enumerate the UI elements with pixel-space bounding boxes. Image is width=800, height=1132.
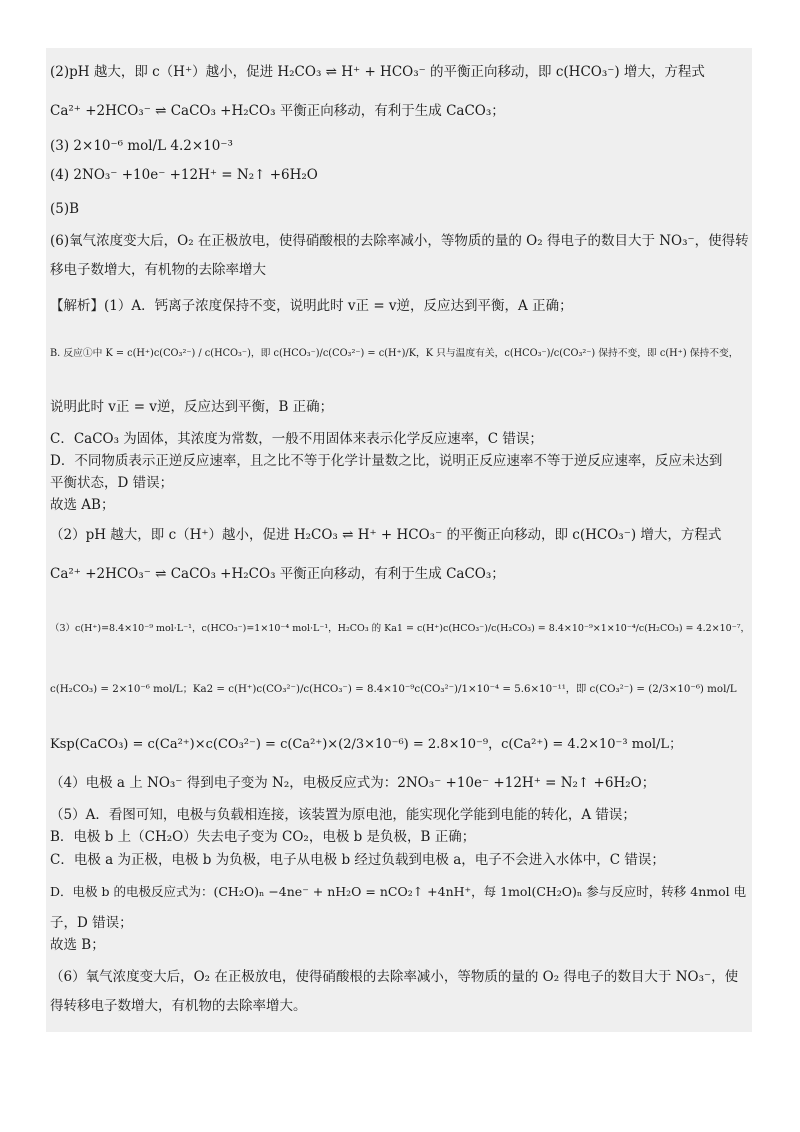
- text-line: (3) 2×10⁻⁶ mol/L 4.2×10⁻³: [50, 138, 233, 154]
- text-line: （5）A．看图可知，电极与负载相连接，该装置为原电池，能实现化学能到电能的转化，A 错误；: [50, 807, 636, 823]
- text-line: （3）c(H⁺)=8.4×10⁻⁹ mol·L⁻¹，c(HCO₃⁻)=1×10⁻⁴ mol·L⁻¹，H₂CO₃ 的 Ka1 = c(H⁺)c(HCO₃⁻)/c(H₂CO₃) = 8.4×10⁻⁹×1×10⁻⁴/c(H₂CO₃) = 4.2×10⁻⁷，: [50, 623, 751, 634]
- text-line: 子，D 错误；: [50, 915, 133, 931]
- text-line: （2）pH 越大，即 c（H⁺）越小，促进 H₂CO₃ ⇌ H⁺ + HCO₃⁻ 的平衡正向移动，即 c(HCO₃⁻) 增大，方程式: [50, 527, 722, 543]
- text-line: Ca²⁺ +2HCO₃⁻ ⇌ CaCO₃ +H₂CO₃ 平衡正向移动，有利于生成 CaCO₃；: [50, 566, 505, 582]
- text-line: Ksp(CaCO₃) = c(Ca²⁺)×c(CO₃²⁻) = c(Ca²⁺)×(2/3×10⁻⁶) = 2.8×10⁻⁹，c(Ca²⁺) = 4.2×10⁻³ mol/L；: [50, 737, 683, 752]
- text-line: (2)pH 越大，即 c（H⁺）越小，促进 H₂CO₃ ⇌ H⁺ + HCO₃⁻ 的平衡正向移动，即 c(HCO₃⁻) 增大，方程式: [50, 64, 705, 80]
- text-line: 平衡状态，D 错误；: [50, 475, 174, 491]
- text-line: c(H₂CO₃) = 2×10⁻⁶ mol/L；Ka2 = c(H⁺)c(CO₃²⁻)/c(HCO₃⁻) = 8.4×10⁻⁹c(CO₃²⁻)/1×10⁻⁴ = 5.6×10⁻¹¹，即 c(CO₃²⁻) = (2/3×10⁻⁶) mol/L: [50, 683, 737, 695]
- text-line: Ca²⁺ +2HCO₃⁻ ⇌ CaCO₃ +H₂CO₃ 平衡正向移动，有利于生成 CaCO₃；: [50, 103, 505, 119]
- text-line: (5)B: [50, 201, 80, 217]
- text-line: D．电极 b 的电极反应式为：(CH₂O)ₙ −4ne⁻ + nH₂O = nCO₂↑ +4nH⁺，每 1mol(CH₂O)ₙ 参与反应时，转移 4nmol 电: [50, 884, 747, 899]
- text-line: D．不同物质表示正逆反应速率，且之比不等于化学计量数之比，说明正反应速率不等于逆反应速率，反应未达到: [50, 453, 723, 469]
- text-line: （4）电极 a 上 NO₃⁻ 得到电子变为 N₂，电极反应式为：2NO₃⁻ +10e⁻ +12H⁺ = N₂↑ +6H₂O；: [50, 775, 656, 791]
- text-line: (6)氧气浓度变大后，O₂ 在正极放电，使得硝酸根的去除率减小，等物质的量的 O₂ 得电子的数目大于 NO₃⁻，使得转: [50, 233, 749, 249]
- text-line: 说明此时 v正 = v逆，反应达到平衡，B 正确；: [50, 399, 334, 415]
- text-line: 移电子数增大，有机物的去除率增大: [50, 262, 266, 278]
- text-line: （6）氧气浓度变大后，O₂ 在正极放电，使得硝酸根的去除率减小，等物质的量的 O₂ 得电子的数目大于 NO₃⁻，使: [50, 969, 739, 985]
- text-line: C．电极 a 为正极，电极 b 为负极，电子从电极 b 经过负载到电极 a，电子不会进入水体中，C 错误；: [50, 852, 665, 868]
- text-line: B. 反应①中 K = c(H⁺)c(CO₃²⁻) / c(HCO₃⁻)，即 c(HCO₃⁻)/c(CO₃²⁻) = c(H⁺)/K，K 只与温度有关，c(HCO₃⁻)/c(CO₃²⁻) 保持不变，即 c(H⁺) 保持不变，: [50, 348, 739, 359]
- text-line: C．CaCO₃ 为固体，其浓度为常数，一般不用固体来表示化学反应速率，C 错误；: [50, 431, 543, 447]
- text-line: B．电极 b 上（CH₂O）失去电子变为 CO₂，电极 b 是负极，B 正确；: [50, 829, 476, 845]
- text-line: 得转移电子数增大，有机物的去除率增大。: [50, 998, 307, 1014]
- text-line: (4) 2NO₃⁻ +10e⁻ +12H⁺ = N₂↑ +6H₂O: [50, 167, 318, 183]
- text-line: 【解析】(1）A．钙离子浓度保持不变，说明此时 v正 = v逆，反应达到平衡，A 正确；: [50, 298, 573, 314]
- text-line: 故选 AB；: [50, 497, 115, 513]
- text-line: 故选 B；: [50, 937, 105, 953]
